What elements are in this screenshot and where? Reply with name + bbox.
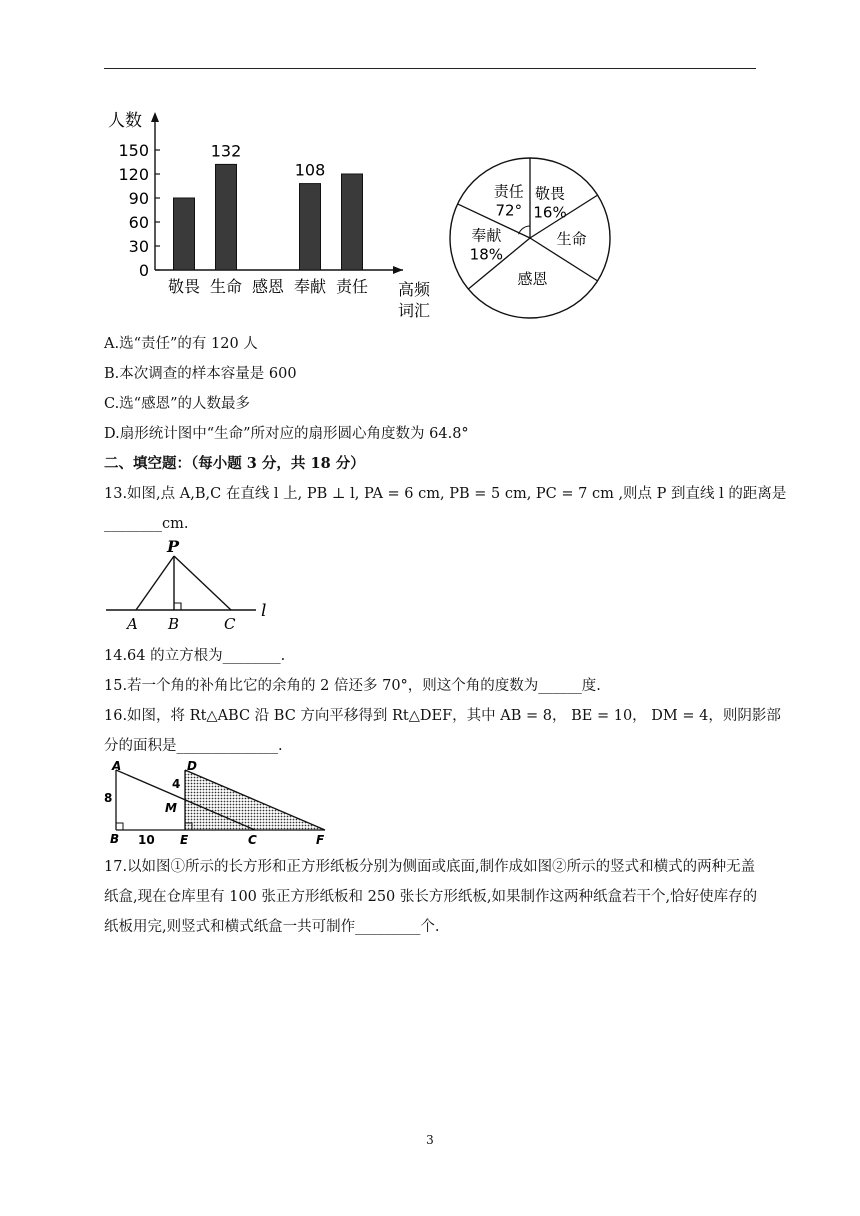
- pie-slice-label: 生命: [556, 230, 587, 248]
- option-d: D.扇形统计图中“生命”所对应的扇形圆心角度数为 64.8°: [104, 426, 469, 442]
- pie-slice-value: 72°: [495, 201, 523, 220]
- y-tick-label: 30: [128, 237, 149, 256]
- x-tick-label: 感恩: [251, 277, 285, 296]
- x-tick-label: 生命: [209, 277, 243, 296]
- label-e: E: [180, 833, 189, 847]
- q14-text: 14.64 的立方根为________.: [104, 648, 286, 664]
- bar-责任: [342, 174, 363, 270]
- y-tick-label: 120: [118, 165, 149, 184]
- pie-slice-label: 感恩: [517, 269, 548, 288]
- header-rule: [104, 68, 756, 69]
- y-tick-label: 0: [138, 261, 149, 280]
- bar-value-label: 132: [210, 141, 242, 161]
- y-tick-label: 150: [118, 141, 149, 160]
- label-c: C: [224, 615, 236, 633]
- bar-奉献: [300, 184, 321, 270]
- bar-敬畏: [174, 198, 195, 270]
- label-4: 4: [172, 777, 181, 791]
- pie-slice-label: 奉献: [471, 226, 502, 245]
- label-a: A: [112, 759, 122, 773]
- option-c: C.选“感恩”的人数最多: [104, 396, 251, 412]
- x-axis-label-1: 高频: [398, 280, 430, 299]
- x-tick-label: 敬畏: [167, 277, 201, 296]
- x-axis-label-2: 词汇: [398, 301, 430, 320]
- q13-text-2: ________cm.: [104, 516, 189, 532]
- bar-生命: [216, 164, 237, 270]
- label-a: A: [127, 615, 138, 633]
- y-axis-label: 人数: [108, 111, 142, 131]
- x-tick-label: 责任: [335, 277, 369, 296]
- pie-slice-label: 敬畏: [535, 184, 566, 203]
- q16-text-2: 分的面积是______________.: [104, 738, 283, 754]
- label-m: M: [165, 801, 177, 815]
- bar-chart: [100, 104, 430, 324]
- y-tick-label: 60: [128, 213, 149, 232]
- label-d: D: [187, 759, 197, 773]
- label-10: 10: [138, 833, 155, 847]
- q17-text: 17.以如图①所示的长方形和正方形纸板分别为侧面或底面,制作成如图②所示的竖式和横式的两种无盖纸盒,现在仓库里有 100 张正方形纸板和 250 张长方形纸板,如果制作这两种纸盒若干个,恰好使库存的纸板用完,则竖式和横式纸盒一共可制作_________个.: [104, 859, 758, 935]
- option-b: B.本次调查的样本容量是 600: [104, 366, 297, 382]
- q16-figure: [100, 758, 340, 850]
- x-tick-label: 奉献: [293, 277, 327, 296]
- q15-text: 15.若一个角的补角比它的余角的 2 倍还多 70°，则这个角的度数为______度.: [104, 678, 601, 694]
- label-f: F: [316, 833, 325, 847]
- label-b: B: [168, 615, 180, 633]
- label-c: C: [248, 833, 257, 847]
- label-b: B: [110, 832, 120, 846]
- pie-slice-label: 责任: [493, 182, 524, 201]
- option-a: A.选“责任”的有 120 人: [104, 336, 258, 352]
- y-tick-label: 90: [128, 189, 149, 208]
- bar-value-label: 108: [294, 160, 326, 180]
- page-number: 3: [426, 1133, 434, 1147]
- pie-slice-value: 18%: [469, 245, 504, 264]
- pie-slice-value: 16%: [533, 203, 567, 222]
- y-axis-arrow: [151, 112, 159, 122]
- x-axis-arrow: [393, 266, 403, 274]
- q16-text-1: 16.如图，将 Rt△ABC 沿 BC 方向平移得到 Rt△DEF，其中 AB = 8， BE = 10， DM = 4，则阴影部: [104, 708, 781, 724]
- label-8: 8: [104, 791, 113, 805]
- section-heading: 二、填空题：（每小题 3 分，共 18 分）: [104, 455, 365, 472]
- q13-text-1: 13.如图,点 A,B,C 在直线 l 上, PB ⊥ l, PA = 6 cm, PB = 5 cm, PC = 7 cm ,则点 P 到直线 l 的距离是: [104, 486, 787, 502]
- label-p: P: [167, 537, 180, 556]
- label-l: l: [261, 601, 267, 621]
- pie-chart: [444, 152, 616, 324]
- q13-figure: [104, 536, 284, 636]
